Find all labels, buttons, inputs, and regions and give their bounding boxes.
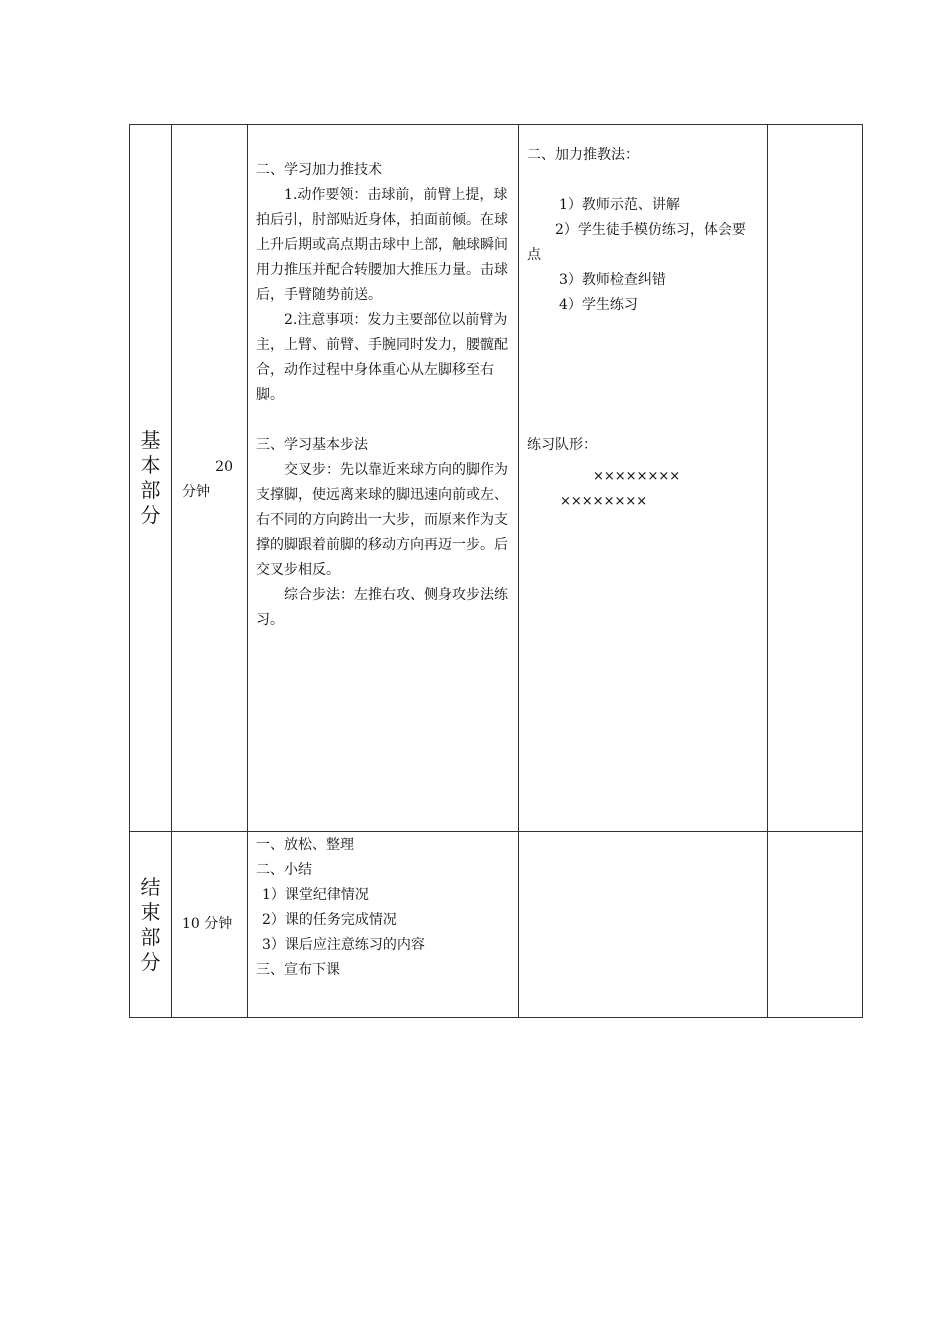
- end-time: 10 分钟: [182, 916, 233, 932]
- end-item: 1）课堂纪律情况: [262, 887, 369, 903]
- basic-section-row: [130, 125, 863, 832]
- method-step-3: 3）教师检查纠错: [559, 272, 666, 288]
- end-item: 二、小结: [256, 862, 312, 878]
- end-notes-cell: [768, 832, 863, 1018]
- method-title: 二、加力推教法：: [527, 147, 639, 163]
- end-section-title-cell: [130, 832, 172, 1018]
- content-cautions: 2.注意事项：发力主要部位以前臂为主，上臂、前臂、手腕同时发力，腰髋配合，动作过程中身体重心从左脚移至右脚。: [256, 312, 508, 403]
- content-heading-footwork: 三、学习基本步法: [256, 437, 368, 453]
- basic-section-title-cell: [130, 125, 172, 832]
- end-item: 3）课后应注意练习的内容: [262, 937, 425, 953]
- basic-notes-cell: [768, 125, 863, 832]
- basic-method-cell: [519, 125, 768, 832]
- formation-row-2: ××××××××: [560, 494, 648, 509]
- end-section-label: 结束部分: [140, 874, 161, 974]
- end-method-cell: [519, 832, 768, 1018]
- content-heading-push: 二、学习加力推技术: [256, 162, 382, 178]
- content-crossover-step: 交叉步：先以靠近来球方向的脚作为支撑脚，使远离来球的脚迅速向前或左、右不同的方向跨出一大步，而原来作为支撑的脚跟着前脚的移动方向再迈一步。后交叉步相反。: [256, 462, 508, 578]
- end-content-cell: [248, 832, 519, 1018]
- content-combined-footwork: 综合步法：左推右攻、侧身攻步法练习。: [256, 587, 508, 628]
- basic-time-unit: 分钟: [182, 484, 210, 500]
- end-item: 三、宣布下课: [256, 962, 340, 978]
- end-time-cell: [172, 832, 248, 1018]
- basic-content-cell: [248, 125, 519, 832]
- method-step-4: 4）学生练习: [559, 297, 638, 313]
- method-step-2: 2）学生徒手模仿练习，体会要点: [527, 222, 746, 263]
- end-item: 2）课的任务完成情况: [262, 912, 397, 928]
- formation-label: 练习队形：: [527, 437, 597, 453]
- basic-time-cell: [172, 125, 248, 832]
- lesson-plan-table: [129, 124, 863, 1018]
- end-section-row: [130, 832, 863, 1018]
- formation-row-1: ××××××××: [593, 469, 681, 484]
- content-technique-points: 1.动作要领：击球前，前臂上提，球拍后引，肘部贴近身体，拍面前倾。在球上升后期或高点期击球中上部，触球瞬间用力推压并配合转腰加大推压力量。击球后，手臂随势前送。: [256, 187, 508, 303]
- end-item: 一、放松、整理: [256, 837, 354, 853]
- method-step-1: 1）教师示范、讲解: [559, 197, 680, 213]
- basic-time-number: 20: [215, 459, 233, 475]
- basic-section-label: 基本部分: [140, 428, 161, 527]
